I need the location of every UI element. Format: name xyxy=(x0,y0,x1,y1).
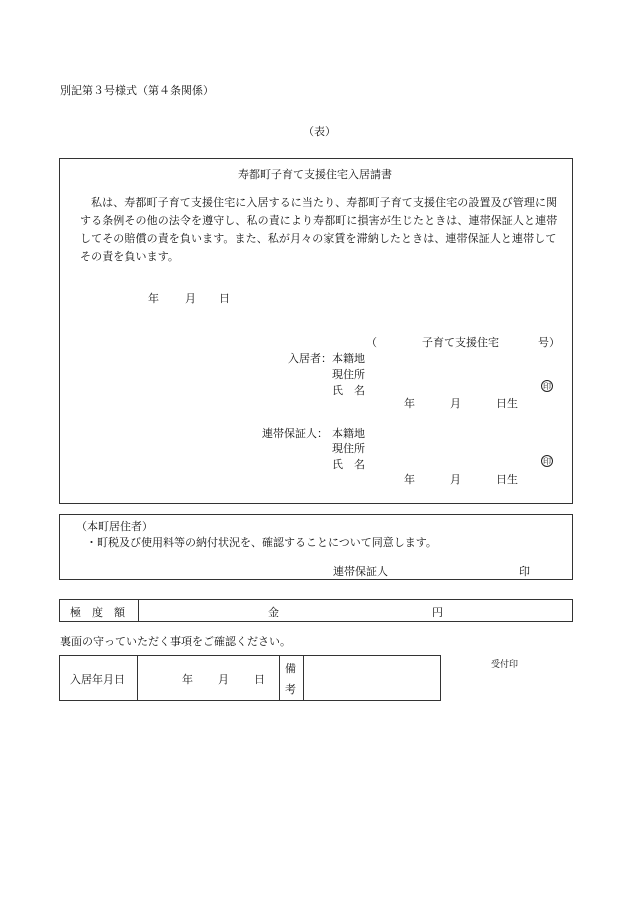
guarantor-birth-year: 年 xyxy=(404,473,415,486)
front-side-label: （表） xyxy=(303,125,336,138)
limit-amount-row xyxy=(59,599,573,622)
housing-open-paren: （ xyxy=(366,336,377,349)
move-in-label: 入居年月日 xyxy=(70,673,125,686)
reception-stamp-label: 受付印 xyxy=(491,660,519,670)
guarantor-seal-mark: 印 xyxy=(543,457,551,466)
guarantor-address-label: 現住所 xyxy=(332,442,365,455)
date-month: 月 xyxy=(185,292,196,305)
consent-guarantor-label: 連帯保証人 xyxy=(333,565,388,578)
consent-text: ・町税及び使用料等の納付状況を、確認することについて同意します。 xyxy=(86,536,437,549)
date-day: 日 xyxy=(219,292,230,305)
reverse-side-note: 裏面の守っていただく事項をご確認ください。 xyxy=(60,635,291,648)
guarantor-name-label: 氏 名 xyxy=(332,458,365,471)
tenant-label: 入居者： xyxy=(288,352,332,365)
consent-seal-mark: 印 xyxy=(519,565,530,578)
date-year: 年 xyxy=(148,292,159,305)
limit-currency: 金 xyxy=(268,606,279,619)
tenant-address-label: 現住所 xyxy=(332,368,365,381)
pledge-text: 私は、寿都町子育て支援住宅に入居するに当たり、寿都町子育て支援住宅の設置及び管理に関する条例その他の法令を遵守し、私の責により寿都町に損害が生じたときは、連帯保証人と連帯してその賠償の責を負います。また、私が月々の家賃を滞納したときは、連帯保証人と連帯してその責を負います。 xyxy=(80,196,558,263)
pledge-paragraph xyxy=(80,194,558,266)
move-in-day: 日 xyxy=(254,673,265,686)
tenant-seal-mark: 印 xyxy=(543,382,551,391)
guarantor-domicile-label: 本籍地 xyxy=(332,427,365,440)
tenant-birth-day: 日生 xyxy=(496,397,518,410)
tenant-domicile-label: 本籍地 xyxy=(332,352,365,365)
limit-divider xyxy=(138,599,139,622)
guarantor-birth-month: 月 xyxy=(450,473,461,486)
tenant-name-label: 氏 名 xyxy=(332,384,365,397)
housing-number: 号） xyxy=(538,336,560,349)
remarks-char-2: 考 xyxy=(285,683,296,696)
move-in-month: 月 xyxy=(218,673,229,686)
guarantor-birth-day: 日生 xyxy=(496,473,518,486)
limit-label: 極 度 額 xyxy=(70,606,125,619)
move-in-divider-1 xyxy=(137,655,138,701)
move-in-year: 年 xyxy=(182,673,193,686)
move-in-divider-2 xyxy=(279,655,280,701)
move-in-divider-3 xyxy=(303,655,304,701)
resident-header: （本町居住者） xyxy=(76,520,153,533)
tenant-birth-year: 年 xyxy=(404,397,415,410)
tenant-birth-month: 月 xyxy=(450,397,461,410)
guarantor-label: 連帯保証人： xyxy=(262,427,328,440)
form-reference: 別記第３号様式（第４条関係） xyxy=(60,84,214,97)
housing-name: 子育て支援住宅 xyxy=(422,336,499,349)
remarks-char-1: 備 xyxy=(285,662,296,675)
document-title: 寿都町子育て支援住宅入居請書 xyxy=(238,168,392,181)
limit-unit: 円 xyxy=(432,606,443,619)
